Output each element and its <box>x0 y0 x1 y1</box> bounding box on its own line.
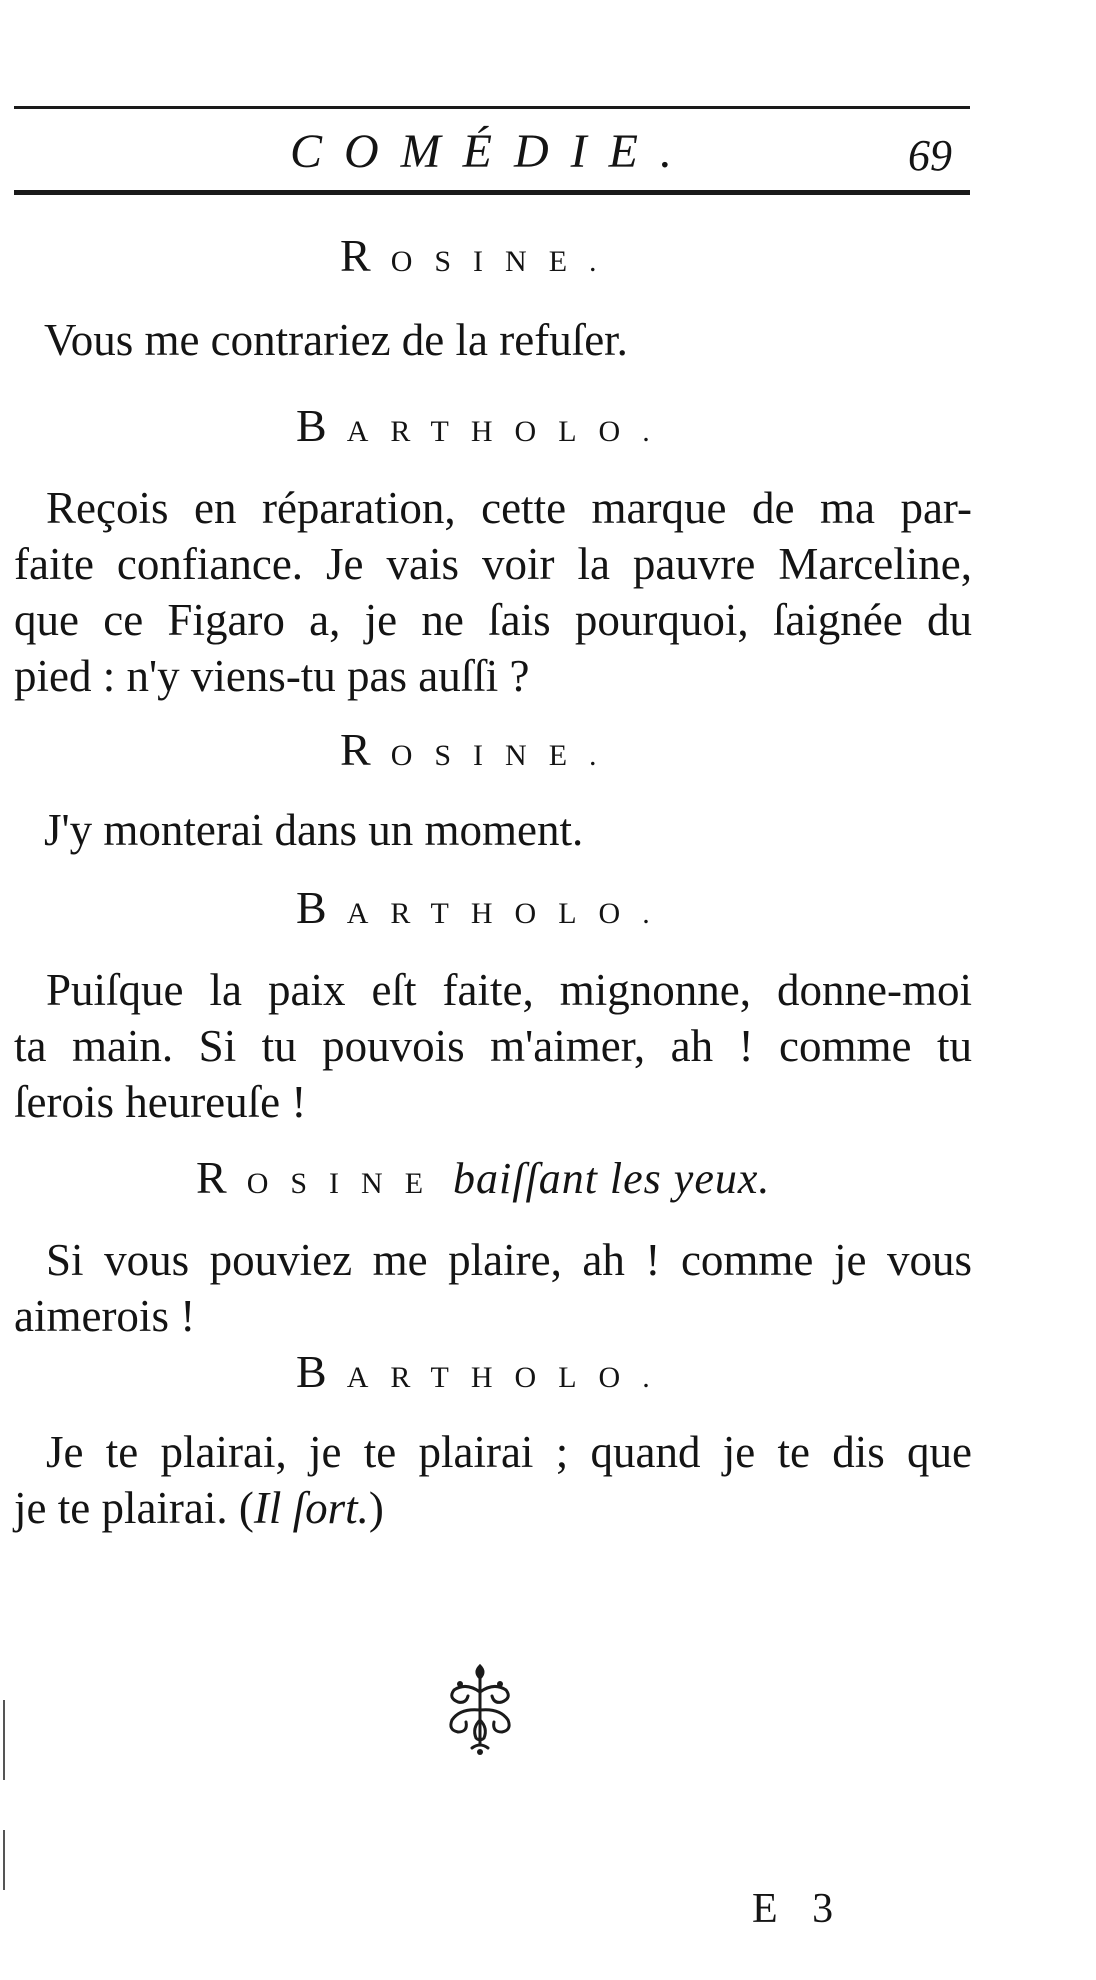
dialogue-line: Je te plairai, je te plairai ; quand je te dis que <box>46 1427 972 1477</box>
speaker-name-rest: ARTHOLO. <box>346 415 672 448</box>
scan-margin-mark <box>3 1700 5 1780</box>
dialogue-line: Vous me contrariez de la refuſer. <box>44 315 628 365</box>
dialogue-line: aimerois ! <box>14 1291 196 1341</box>
dialogue-line: ſerois heureuſe ! <box>14 1077 307 1127</box>
speaker-name-rest: ARTHOLO. <box>346 1361 672 1394</box>
speaker-bartholo <box>296 1344 672 1406</box>
speaker-rosine <box>340 722 619 784</box>
fleuron-icon <box>440 1658 520 1758</box>
dialogue-line: Si vous pouviez me plaire, ah ! comme je vous <box>46 1235 972 1285</box>
speaker-initial: R <box>340 724 391 775</box>
speaker-bartholo <box>296 880 672 942</box>
header-top-rule <box>14 106 970 109</box>
dialogue-line: je te plairai. (Il ſort.) <box>14 1483 384 1533</box>
dialogue-text: je te plairai. <box>14 1483 228 1533</box>
running-head: COMÉDIE. <box>290 125 694 178</box>
speaker-initial: B <box>296 400 347 451</box>
speaker-bartholo <box>296 398 672 460</box>
speaker-name-rest: ARTHOLO. <box>346 897 672 930</box>
dialogue-line: que ce Figaro a, je ne ſais pourquoi, ſaignée du <box>14 595 972 645</box>
dialogue-line: ta main. Si tu pouvois m'aimer, ah ! comme tu <box>14 1021 972 1071</box>
speaker-name-rest: OSINE. <box>390 739 619 772</box>
speaker-initial: R <box>196 1152 247 1203</box>
speaker-initial: B <box>296 1346 347 1397</box>
speaker-name-rest: OSINE. <box>390 245 619 278</box>
dialogue-line: faite confiance. Je vais voir la pauvre Marceline, <box>14 539 972 589</box>
speaker-rosine <box>340 228 619 290</box>
dialogue-line: pied : n'y viens-tu pas auſſi ? <box>14 651 530 701</box>
closing-stage-direction: Il ſort. <box>253 1483 369 1533</box>
stage-direction: baiſſant les yeux. <box>453 1154 771 1203</box>
speaker-rosine <box>196 1150 770 1212</box>
scan-margin-mark <box>3 1830 5 1890</box>
header-bottom-rule <box>14 190 970 195</box>
speaker-initial: B <box>296 882 347 933</box>
dialogue-line: Reçois en réparation, cette marque de ma par- <box>46 483 972 533</box>
speaker-name-rest: OSINE <box>246 1167 446 1200</box>
page-number: 69 <box>908 131 952 180</box>
dialogue-line: J'y monterai dans un moment. <box>44 805 584 855</box>
dialogue-line: Puiſque la paix eſt faite, mignonne, donne-moi <box>46 965 972 1015</box>
speaker-initial: R <box>340 230 391 281</box>
signature-mark: E 3 <box>752 1886 846 1932</box>
